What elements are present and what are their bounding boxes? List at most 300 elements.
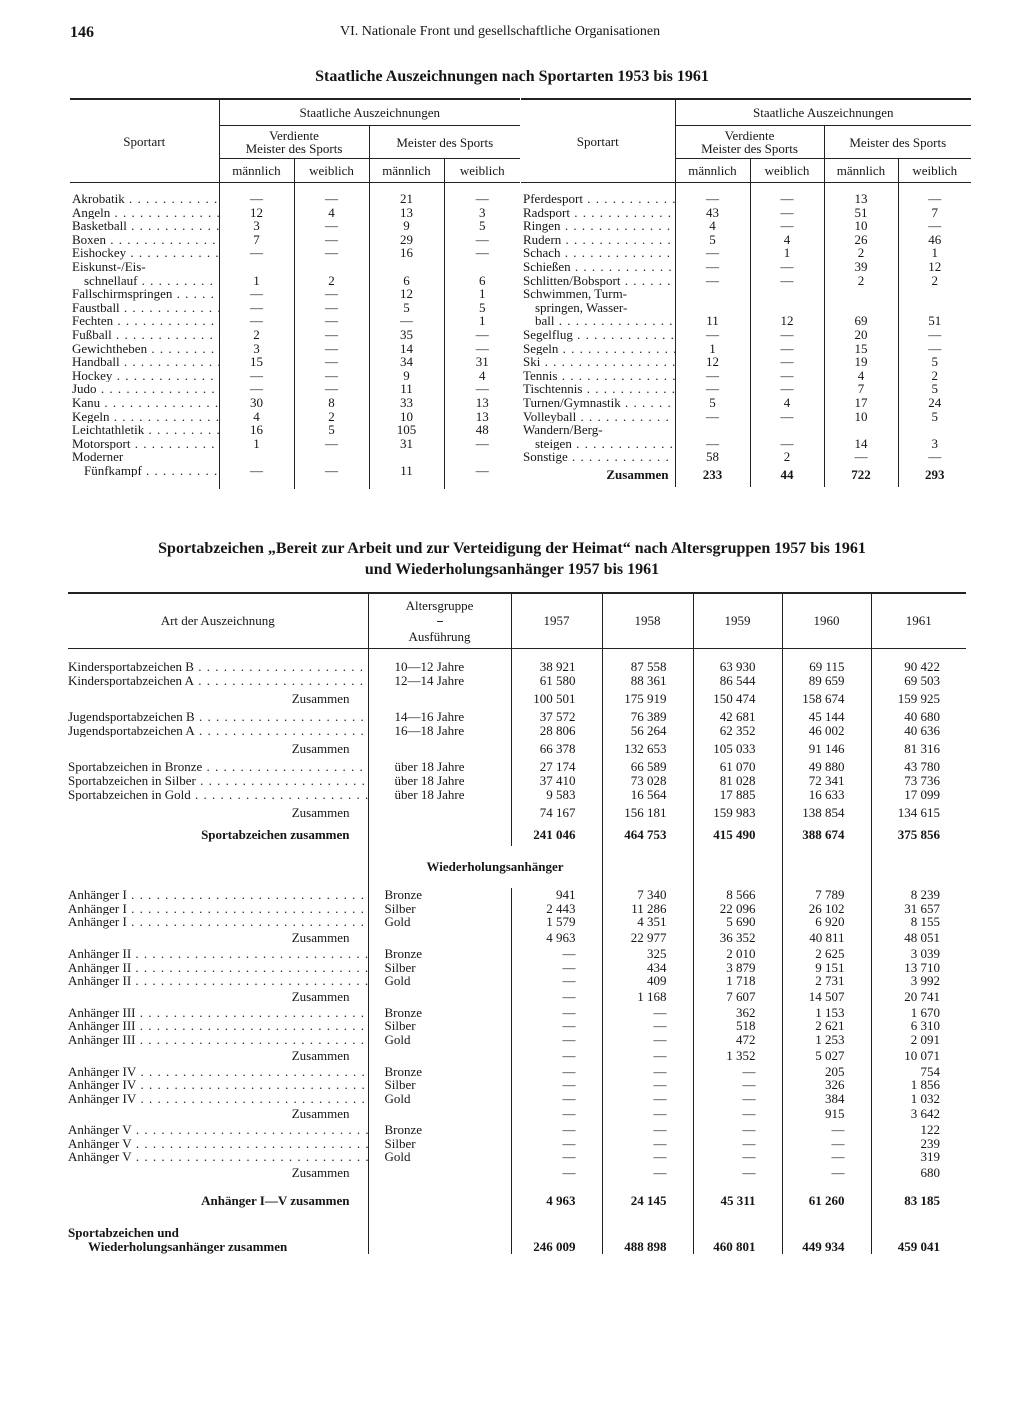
sport-name: Basketball . . .	[70, 219, 219, 233]
value-cell: 8 239	[871, 888, 966, 902]
value-cell: 30	[219, 396, 294, 410]
total-value: 293	[898, 464, 971, 482]
table-row	[68, 974, 966, 988]
value-cell: 21	[369, 192, 444, 206]
row-label: Sportabzeichen in Silber . . .	[68, 774, 368, 788]
value-cell: —	[693, 1105, 782, 1123]
value-cell: —	[602, 1164, 693, 1182]
value-cell: 24	[898, 396, 971, 410]
value-cell: —	[511, 1137, 602, 1151]
value-cell: —	[824, 450, 898, 464]
value-cell: —	[602, 1006, 693, 1020]
value-cell: 488 898	[602, 1220, 693, 1254]
badge-kind: Gold	[368, 974, 511, 988]
table-row	[521, 314, 971, 328]
value-cell: 518	[693, 1019, 782, 1033]
value-cell: —	[219, 192, 294, 206]
sport-name: Eishockey . . .	[70, 246, 219, 260]
value-cell: —	[675, 382, 750, 396]
value-cell: 134 615	[871, 801, 966, 824]
value-cell: —	[750, 274, 824, 288]
col-header-female: weiblich	[750, 159, 824, 183]
subtotal-row	[68, 988, 966, 1006]
running-head: VI. Nationale Front und gesellschaftliche Organisationen	[340, 24, 661, 39]
value-cell: 10 071	[871, 1047, 966, 1065]
value-cell	[219, 450, 294, 464]
table-row	[70, 192, 520, 206]
value-cell: 5	[898, 410, 971, 424]
value-cell: 22 096	[693, 902, 782, 916]
table-row	[521, 301, 971, 315]
value-cell: 1 856	[871, 1078, 966, 1092]
spacer-cell	[368, 1220, 511, 1254]
value-cell: 3	[219, 219, 294, 233]
value-cell: 459 041	[871, 1220, 966, 1254]
value-cell: 27 174	[511, 760, 602, 774]
value-cell	[824, 301, 898, 315]
value-cell: —	[750, 342, 824, 356]
table-row	[521, 246, 971, 260]
final-total-label	[68, 1220, 368, 1254]
spacer-cell	[68, 846, 368, 888]
value-cell: 325	[602, 947, 693, 961]
value-cell: 375 856	[871, 824, 966, 846]
value-cell: —	[750, 328, 824, 342]
value-cell: —	[602, 1047, 693, 1065]
col-header-verdiente: Verdiente Meister des Sports	[675, 126, 824, 159]
sport-name: Fechten . . .	[70, 314, 219, 328]
value-cell: 9 583	[511, 788, 602, 802]
value-cell	[750, 423, 824, 437]
value-cell: —	[511, 988, 602, 1006]
value-cell: 10	[824, 219, 898, 233]
value-cell: 754	[871, 1065, 966, 1079]
value-cell: —	[294, 246, 369, 260]
value-cell: 11	[369, 464, 444, 478]
age-group: über 18 Jahre	[368, 774, 511, 788]
value-cell: —	[675, 437, 750, 451]
sport-name: Akrobatik . . .	[70, 192, 219, 206]
value-cell: 4	[824, 369, 898, 383]
badge-kind: Bronze	[368, 1065, 511, 1079]
value-cell: —	[898, 450, 971, 464]
value-cell: 42 681	[693, 710, 782, 724]
table-row	[70, 260, 520, 274]
value-cell: 66 589	[602, 760, 693, 774]
badge-kind: Gold	[368, 1033, 511, 1047]
value-cell: 156 181	[602, 801, 693, 824]
value-cell: 2 091	[871, 1033, 966, 1047]
badge-kind: Bronze	[368, 1006, 511, 1020]
value-cell: 1	[750, 246, 824, 260]
value-cell: 2	[898, 274, 971, 288]
age-group	[368, 824, 511, 846]
value-cell: 56 264	[602, 724, 693, 738]
value-cell: 69 115	[782, 660, 871, 674]
value-cell	[675, 287, 750, 301]
value-cell: 43 780	[871, 760, 966, 774]
age-group	[368, 737, 511, 760]
value-cell: 62 352	[693, 724, 782, 738]
value-cell: 69 503	[871, 674, 966, 688]
value-cell: 239	[871, 1137, 966, 1151]
value-cell: 61 580	[511, 674, 602, 688]
table-row	[70, 437, 520, 451]
value-cell: —	[750, 437, 824, 451]
value-cell: 241 046	[511, 824, 602, 846]
value-cell: —	[511, 961, 602, 975]
col-header-female: weiblich	[898, 159, 971, 183]
value-cell: 76 389	[602, 710, 693, 724]
value-cell: 388 674	[782, 824, 871, 846]
subtotal-row	[68, 737, 966, 760]
value-cell: —	[693, 1123, 782, 1137]
sport-name: Wandern/Berg-	[523, 422, 603, 438]
sport-name: Fallschirmspringen . . .	[70, 287, 219, 301]
spacer-cell	[898, 481, 971, 487]
value-cell: —	[219, 287, 294, 301]
value-cell: —	[444, 192, 520, 206]
table-row	[68, 1123, 966, 1137]
col-header-meister: Meister des Sports	[824, 126, 971, 159]
value-cell	[369, 450, 444, 464]
sport-name: Schwimmen, Turm-	[523, 286, 628, 302]
spacer-cell	[782, 846, 871, 888]
row-label: Kindersportabzeichen A . . .	[68, 674, 368, 688]
badge-kind	[368, 1182, 511, 1220]
value-cell: —	[750, 410, 824, 424]
table-row	[70, 382, 520, 396]
value-cell: 28 806	[511, 724, 602, 738]
value-cell: —	[219, 314, 294, 328]
table-row	[68, 961, 966, 975]
value-cell: 46	[898, 233, 971, 247]
value-cell: 1 032	[871, 1092, 966, 1106]
sport-name: Eiskunst-/Eis-	[72, 258, 146, 274]
col-header-art: Art der Auszeichnung	[68, 593, 368, 649]
value-cell: 51	[824, 206, 898, 220]
value-cell: 460 801	[693, 1220, 782, 1254]
sport-name: Segeln . . .	[521, 342, 675, 356]
spacer-cell	[675, 481, 750, 487]
table-row	[521, 437, 971, 451]
value-cell: 15	[219, 355, 294, 369]
value-cell: 2 443	[511, 902, 602, 916]
value-cell: 100 501	[511, 687, 602, 710]
row-label: Anhänger IV . . .	[68, 1078, 368, 1092]
value-cell: 2 731	[782, 974, 871, 988]
value-cell: —	[675, 410, 750, 424]
total-value: 722	[824, 464, 898, 482]
value-cell: —	[511, 974, 602, 988]
value-cell: 61 260	[782, 1182, 871, 1220]
value-cell	[219, 260, 294, 274]
value-cell: —	[602, 1150, 693, 1164]
value-cell: 14	[369, 342, 444, 356]
row-label: Anhänger II . . .	[68, 961, 368, 975]
value-cell: 13 710	[871, 961, 966, 975]
value-cell: 31	[444, 355, 520, 369]
sport-name: Motorsport . . .	[70, 437, 219, 451]
value-cell	[824, 423, 898, 437]
value-cell: —	[898, 328, 971, 342]
value-cell: 40 811	[782, 929, 871, 947]
value-cell: —	[602, 1123, 693, 1137]
table-row	[521, 423, 971, 437]
sport-name: Schießen . . .	[521, 260, 675, 274]
value-cell	[750, 301, 824, 315]
value-cell: 6	[369, 274, 444, 288]
value-cell: 7 607	[693, 988, 782, 1006]
value-cell: —	[294, 464, 369, 478]
value-cell: —	[444, 246, 520, 260]
value-cell: 5	[444, 219, 520, 233]
spacer-row	[70, 483, 520, 489]
value-cell: 5	[675, 396, 750, 410]
table-row	[70, 328, 520, 342]
final-label-line2: Wiederholungsanhänger zusammen	[88, 1239, 288, 1255]
value-cell: 175 919	[602, 687, 693, 710]
table-row	[68, 760, 966, 774]
value-cell: 12	[369, 287, 444, 301]
table-row	[521, 355, 971, 369]
col-header-meister: Meister des Sports	[369, 126, 520, 159]
value-cell: 362	[693, 1006, 782, 1020]
value-cell	[750, 287, 824, 301]
value-cell: 31	[369, 437, 444, 451]
value-cell: 51	[898, 314, 971, 328]
badge-kind: Silber	[368, 961, 511, 975]
value-cell: 35	[369, 328, 444, 342]
value-cell: 4 351	[602, 915, 693, 929]
value-cell: —	[693, 1078, 782, 1092]
total-row	[68, 1182, 966, 1220]
value-cell: —	[294, 342, 369, 356]
value-cell: —	[511, 1006, 602, 1020]
badge-kind: Silber	[368, 902, 511, 916]
table-row	[70, 246, 520, 260]
table-row	[521, 450, 971, 464]
table-row	[70, 287, 520, 301]
row-label: Anhänger V . . .	[68, 1123, 368, 1137]
value-cell: —	[898, 219, 971, 233]
badge-kind	[368, 1047, 511, 1065]
sport-name: Boxen . . .	[70, 233, 219, 247]
value-cell: 1	[219, 274, 294, 288]
badge-kind	[368, 1164, 511, 1182]
value-cell: 6 310	[871, 1019, 966, 1033]
value-cell: 13	[824, 192, 898, 206]
value-cell	[675, 301, 750, 315]
row-label: Kindersportabzeichen B . . .	[68, 660, 368, 674]
spacer-cell	[70, 183, 219, 193]
table-row	[70, 423, 520, 437]
sport-badge-table	[68, 592, 966, 1254]
value-cell: 1	[444, 287, 520, 301]
age-group: 14—16 Jahre	[368, 710, 511, 724]
spacer-cell	[750, 481, 824, 487]
spacer-cell	[521, 481, 675, 487]
table-row	[521, 342, 971, 356]
value-cell: 45 144	[782, 710, 871, 724]
row-label: Zusammen	[291, 930, 350, 946]
value-cell: 6	[444, 274, 520, 288]
value-cell: 13	[444, 396, 520, 410]
col-header-verdiente: Verdiente Meister des Sports	[219, 126, 369, 159]
value-cell: 14 507	[782, 988, 871, 1006]
value-cell: 384	[782, 1092, 871, 1106]
value-cell: 43	[675, 206, 750, 220]
value-cell: 158 674	[782, 687, 871, 710]
value-cell: —	[294, 287, 369, 301]
table-row	[68, 710, 966, 724]
value-cell: 15	[824, 342, 898, 356]
value-cell: 5	[898, 382, 971, 396]
age-group: über 18 Jahre	[368, 760, 511, 774]
value-cell: 37 572	[511, 710, 602, 724]
value-cell: 246 009	[511, 1220, 602, 1254]
value-cell: 46 002	[782, 724, 871, 738]
value-cell: 20 741	[871, 988, 966, 1006]
row-label: Anhänger V . . .	[68, 1150, 368, 1164]
value-cell: 1 168	[602, 988, 693, 1006]
table-row	[68, 947, 966, 961]
col-header-year: 1959	[693, 593, 782, 649]
value-cell: 24 145	[602, 1182, 693, 1220]
value-cell: —	[444, 382, 520, 396]
value-cell: 73 736	[871, 774, 966, 788]
sport-name: Fußball . . .	[70, 328, 219, 342]
value-cell: 105	[369, 423, 444, 437]
value-cell: 11 286	[602, 902, 693, 916]
value-cell: 81 316	[871, 737, 966, 760]
value-cell: 4	[444, 369, 520, 383]
value-cell: —	[511, 1123, 602, 1137]
table-row	[70, 301, 520, 315]
spacer-cell	[369, 483, 444, 489]
value-cell: 61 070	[693, 760, 782, 774]
table-row	[70, 274, 520, 288]
value-cell: 16 633	[782, 788, 871, 802]
value-cell: 2	[294, 410, 369, 424]
badge-kind: Silber	[368, 1078, 511, 1092]
value-cell: 5	[369, 301, 444, 315]
col-header-female: weiblich	[444, 159, 520, 183]
value-cell: 105 033	[693, 737, 782, 760]
value-cell: —	[750, 355, 824, 369]
value-cell: —	[675, 328, 750, 342]
row-label: Zusammen	[291, 988, 350, 1004]
table-row	[68, 788, 966, 802]
value-cell: 3 039	[871, 947, 966, 961]
value-cell: —	[294, 192, 369, 206]
table-row	[68, 1065, 966, 1079]
value-cell: 39	[824, 260, 898, 274]
col-header-female: weiblich	[294, 159, 369, 183]
total-row	[521, 464, 971, 482]
row-label: Anhänger II . . .	[68, 947, 368, 961]
value-cell	[369, 260, 444, 274]
col-header-group: Staatliche Auszeichnungen	[675, 99, 971, 126]
value-cell: 7	[824, 382, 898, 396]
sport-name: Kanu . . .	[70, 396, 219, 410]
value-cell: —	[602, 1019, 693, 1033]
row-label: Anhänger I . . .	[68, 915, 368, 929]
row-label: Anhänger I—V zusammen	[201, 1193, 350, 1209]
spacer-cell	[693, 846, 782, 888]
value-cell: —	[898, 342, 971, 356]
table-row	[521, 206, 971, 220]
value-cell: —	[750, 369, 824, 383]
value-cell: 2	[294, 274, 369, 288]
value-cell: —	[693, 1137, 782, 1151]
awards-table-left	[70, 98, 520, 489]
value-cell: —	[294, 314, 369, 328]
value-cell: 3 642	[871, 1105, 966, 1123]
table-row	[521, 328, 971, 342]
subtotal-row	[68, 929, 966, 947]
table-row	[521, 219, 971, 233]
value-cell: 3	[444, 206, 520, 220]
value-cell: —	[602, 1092, 693, 1106]
value-cell: 9	[369, 369, 444, 383]
value-cell: —	[511, 1105, 602, 1123]
value-cell: —	[750, 219, 824, 233]
value-cell: —	[675, 246, 750, 260]
value-cell: 17 885	[693, 788, 782, 802]
row-label: Zusammen	[291, 690, 350, 706]
value-cell: —	[294, 328, 369, 342]
value-cell: 449 934	[782, 1220, 871, 1254]
value-cell: —	[511, 1078, 602, 1092]
value-cell: —	[602, 1137, 693, 1151]
value-cell: —	[693, 1150, 782, 1164]
table-row	[68, 1137, 966, 1151]
value-cell: —	[602, 1065, 693, 1079]
value-cell: 415 490	[693, 824, 782, 846]
value-cell: 66 378	[511, 737, 602, 760]
value-cell: 69	[824, 314, 898, 328]
value-cell: —	[782, 1123, 871, 1137]
value-cell: 74 167	[511, 801, 602, 824]
value-cell: 1 153	[782, 1006, 871, 1020]
value-cell: —	[675, 369, 750, 383]
table-row	[70, 450, 520, 464]
value-cell: 3	[898, 437, 971, 451]
table-row	[70, 206, 520, 220]
table-row	[68, 660, 966, 674]
final-total-row	[68, 1220, 966, 1254]
sport-name: Schach . . .	[521, 246, 675, 260]
value-cell: 13	[369, 206, 444, 220]
spacer-cell	[871, 846, 966, 888]
value-cell: —	[219, 382, 294, 396]
row-label: Jugendsportabzeichen B . . .	[68, 710, 368, 724]
value-cell: —	[693, 1092, 782, 1106]
value-cell: —	[511, 947, 602, 961]
value-cell: 4 963	[511, 1182, 602, 1220]
value-cell: —	[219, 464, 294, 478]
value-cell: 31 657	[871, 902, 966, 916]
row-label: Anhänger III . . .	[68, 1033, 368, 1047]
value-cell: 29	[369, 233, 444, 247]
table-row	[68, 902, 966, 916]
value-cell: 10	[369, 410, 444, 424]
value-cell: —	[294, 369, 369, 383]
age-group: über 18 Jahre	[368, 788, 511, 802]
value-cell: 83 185	[871, 1182, 966, 1220]
table-row	[521, 410, 971, 424]
